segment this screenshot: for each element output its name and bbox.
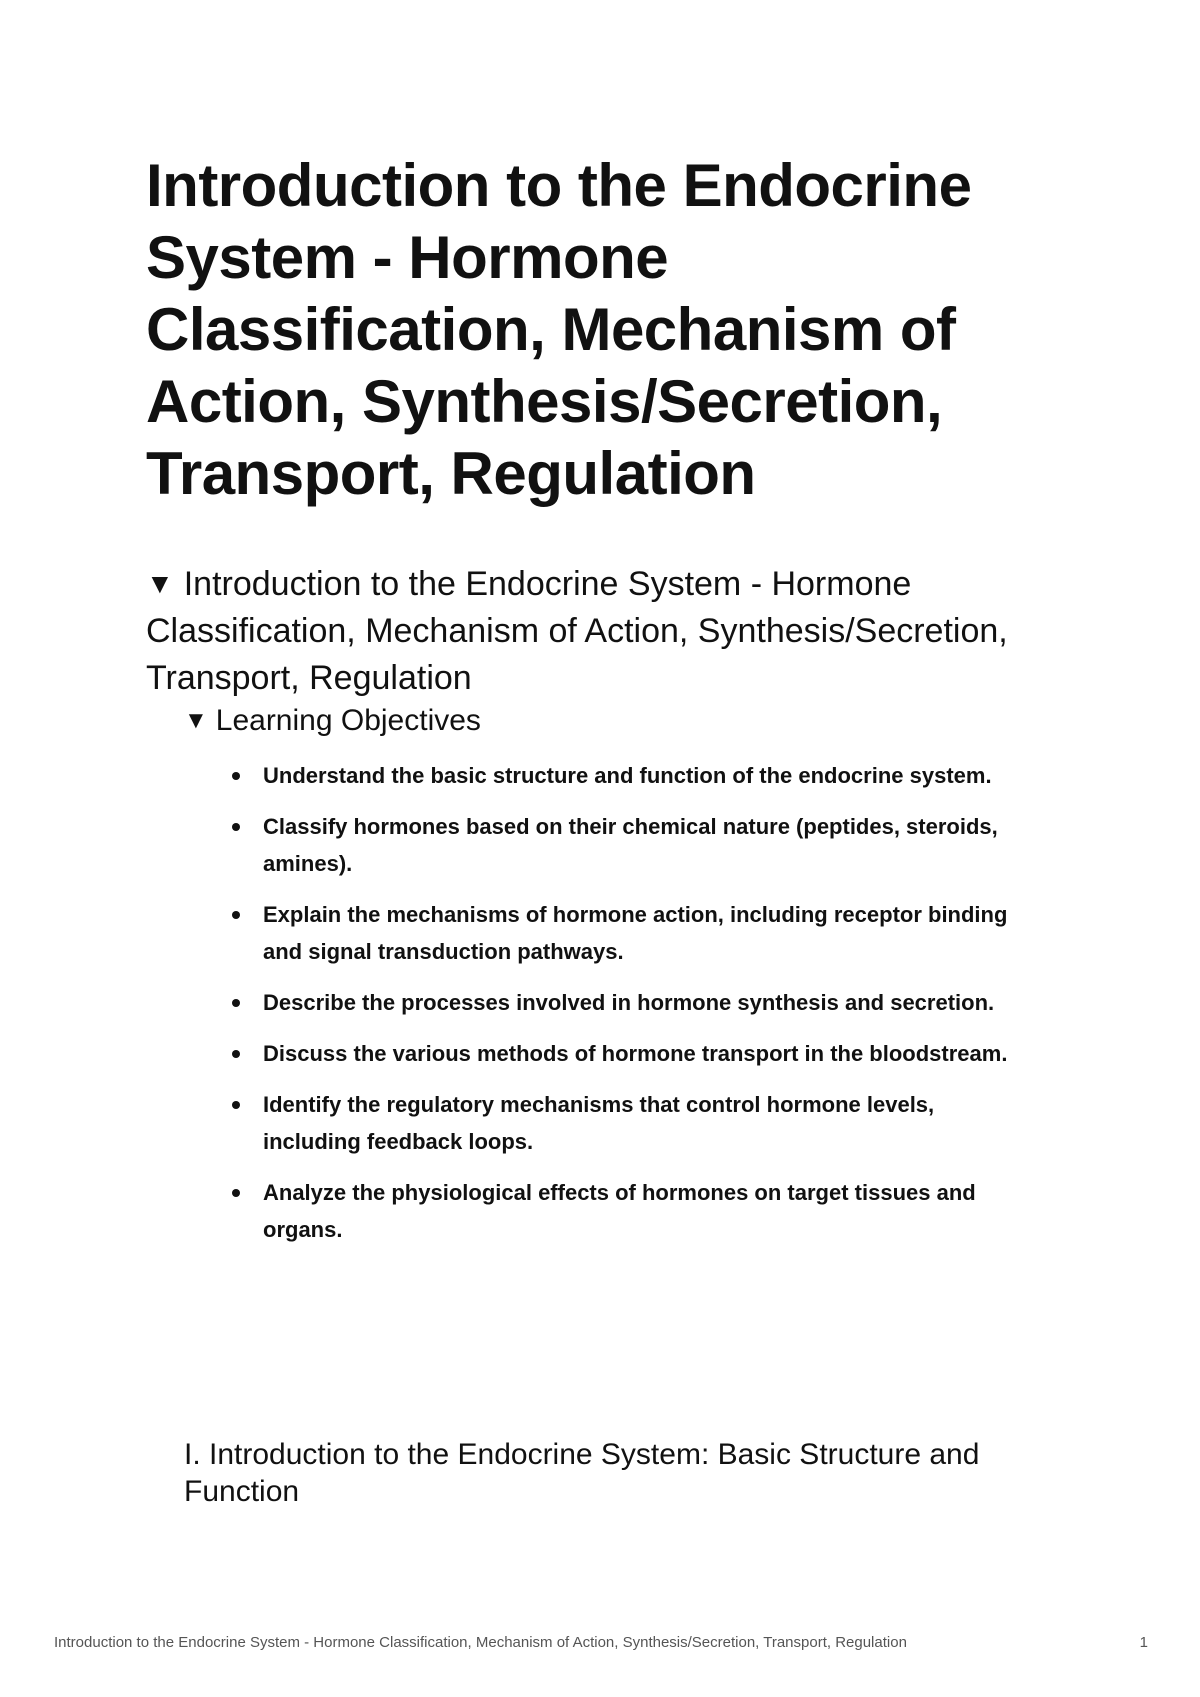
section-heading: I. Introduction to the Endocrine System: Basic Structure and Function [184,1438,980,1508]
learning-objectives-label: Learning Objectives [215,704,481,737]
list-item [232,984,1032,1021]
list-item [232,896,1032,970]
toggle-heading-main-label: Introduction to the Endocrine System - Hormone Classification, Mechanism of Action, Synthesis/Secretion, Transport, Regulation [146,565,1008,697]
bullet-icon [232,1050,240,1058]
list-item [232,1035,1032,1072]
bullet-icon [232,999,240,1007]
bullet-icon [232,772,240,780]
list-item-text: Identify the regulatory mechanisms that control hormone levels, including feedback loops. [263,1092,935,1154]
list-item [232,1086,1032,1160]
list-item-text: Describe the processes involved in hormone synthesis and secretion. [263,990,995,1015]
list-item-text: Classify hormones based on their chemical nature (peptides, steroids, amines). [263,814,998,876]
bullet-icon [232,911,240,919]
bullet-icon [232,1189,240,1197]
footer-title: Introduction to the Endocrine System - Hormone Classification, Mechanism of Action, Synthesis/Secretion, Transport, Regulation [54,1634,907,1651]
list-item-text: Analyze the physiological effects of hormones on target tissues and organs. [263,1180,976,1242]
page-title: Introduction to the Endocrine System - Hormone Classification, Mechanism of Action, Synthesis/Secretion, Transport, Regulation [146,152,972,507]
list-item-text: Discuss the various methods of hormone transport in the bloodstream. [263,1041,1008,1066]
list-item [232,1174,1032,1248]
list-item [232,757,1032,794]
toggle-heading-main[interactable] [146,560,1066,702]
list-item-text: Explain the mechanisms of hormone action, including receptor binding and signal transduction pathways. [263,902,1008,964]
toggle-learning-objectives[interactable] [184,700,481,742]
triangle-down-icon[interactable]: ▼ [184,707,208,734]
learning-objectives-list [232,757,1032,1262]
list-item [232,808,1032,882]
triangle-down-icon[interactable]: ▼ [146,568,174,599]
list-item-text: Understand the basic structure and function of the endocrine system. [263,763,992,788]
bullet-icon [232,823,240,831]
bullet-icon [232,1101,240,1109]
page-number: 1 [1139,1634,1148,1651]
